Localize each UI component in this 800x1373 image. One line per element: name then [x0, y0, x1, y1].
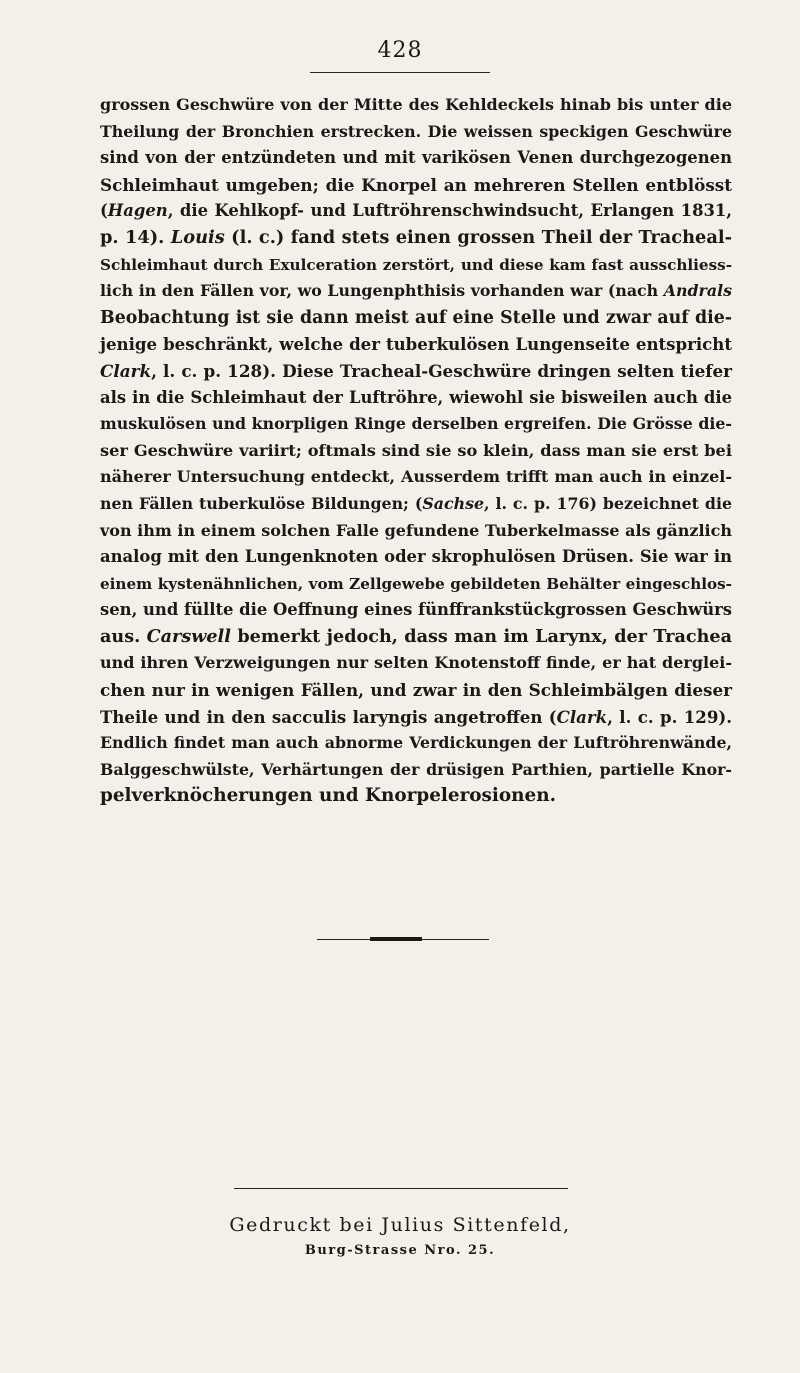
text-segment: von ihm in einem solchen Falle gefundene Tuberkelmasse als gänzlich — [100, 520, 732, 540]
text-segment: , l. c. p. 128). Diese Tracheal-Geschwüre dringen selten tiefer — [151, 360, 732, 381]
text-segment: Theilung der Bronchien erstrecken. Die weissen speckigen Geschwüre — [100, 121, 732, 141]
body-text — [100, 92, 732, 810]
text-segment: chen nur in wenigen Fällen, und zwar in den Schleimbälgen dieser — [100, 680, 732, 701]
text-line — [100, 704, 732, 731]
text-line — [100, 145, 732, 172]
text-line — [100, 571, 732, 598]
printer-imprint: Gedruckt bei Julius Sittenfeld, — [229, 1214, 571, 1236]
text-segment: ser Geschwüre variirt; oftmals sind sie so klein, dass man sie erst bei — [100, 440, 732, 460]
text-segment: Balggeschwülste, Verhärtungen der drüsigen Parthien, partielle Knor- — [100, 759, 732, 779]
text-segment: sen, und füllte die Oeffnung eines fünffrankstückgrossen Geschwürs — [100, 600, 732, 620]
text-segment: Schleimhaut umgeben; die Knorpel an mehreren Stellen entblösst — [100, 174, 732, 195]
text-segment: , l. c. p. 176) bezeichnet die — [484, 493, 733, 513]
text-segment: jenige beschränkt, welche der tuberkulösen Lungenseite entspricht — [100, 334, 732, 355]
text-line — [100, 252, 732, 279]
author-name: Clark — [100, 360, 152, 381]
text-segment: analog mit den Lungenknoten oder skrophulösen Drüsen. Sie war in — [100, 547, 732, 567]
author-name: Hagen — [107, 201, 168, 221]
text-segment: bemerkt jedoch, dass man im Larynx, der Trachea — [230, 625, 732, 647]
text-segment: , die Kehlkopf- und Luftröhrenschwindsucht, Erlangen 1831, — [167, 201, 732, 221]
imprint-rule — [234, 1188, 568, 1189]
text-line — [100, 411, 732, 438]
text-segment: lich in den Fällen vor, wo Lungenphthisis vorhanden war (nach — [100, 281, 664, 301]
text-segment: , l. c. p. 129). — [607, 706, 733, 727]
text-line — [100, 624, 732, 651]
text-line — [100, 730, 732, 757]
text-segment: p. 14). — [100, 226, 171, 248]
text-segment: pelverknöcherungen und Knorpelerosionen. — [100, 785, 557, 807]
text-line — [100, 278, 732, 305]
author-name: Sachse — [422, 493, 485, 513]
text-segment: Theile und in den sacculis laryngis angetroffen ( — [100, 706, 557, 727]
text-segment: Endlich findet man auch abnorme Verdickungen der Luftröhrenwände, — [100, 733, 732, 753]
text-line — [100, 783, 732, 810]
text-line — [100, 331, 732, 358]
text-segment: muskulösen und knorpligen Ringe derselben ergreifen. Die Grösse die- — [100, 414, 732, 434]
text-segment: als in die Schleimhaut der Luftröhre, wiewohl sie bisweilen auch die — [100, 387, 732, 407]
text-line — [100, 385, 732, 412]
author-name: Louis — [170, 226, 225, 248]
text-segment: ( — [100, 201, 108, 221]
text-segment: Schleimhaut durch Exulceration zerstört, und diese kam fast ausschliess- — [100, 255, 732, 274]
text-segment: (l. c.) fand stets einen grossen Theil der Tracheal- — [224, 226, 732, 248]
text-segment: Beobachtung ist sie dann meist auf eine Stelle und zwar auf die- — [100, 307, 732, 328]
text-line — [100, 198, 732, 225]
text-segment: sind von der entzündeten und mit varikösen Venen durchgezogenen — [100, 148, 732, 168]
text-line — [100, 677, 732, 704]
text-line — [100, 650, 732, 677]
author-name: Carswell — [146, 625, 231, 647]
text-line — [100, 305, 732, 332]
text-line — [100, 358, 732, 385]
text-segment: aus. — [100, 625, 147, 647]
text-segment: einem kystenähnlichen, vom Zellgewebe gebildeten Behälter eingeschlos- — [100, 574, 732, 593]
text-line — [100, 597, 732, 624]
text-line — [100, 544, 732, 571]
text-line — [100, 225, 732, 252]
text-line — [100, 518, 732, 545]
text-line — [100, 757, 732, 784]
section-separator-thick — [370, 937, 422, 941]
text-line — [100, 491, 732, 518]
text-segment: und ihren Verzweigungen nur selten Knotenstoff finde, er hat derglei- — [100, 653, 732, 673]
text-line — [100, 464, 732, 491]
page-number: 428 — [377, 38, 423, 63]
author-name: Clark — [556, 706, 608, 727]
text-line — [100, 119, 732, 146]
text-segment: nen Fällen tuberkulöse Bildungen; ( — [100, 493, 423, 513]
text-segment: grossen Geschwüre von der Mitte des Kehldeckels hinab bis unter die — [100, 95, 732, 114]
text-line — [100, 92, 732, 119]
text-line — [100, 438, 732, 465]
text-segment: näherer Untersuchung entdeckt, Ausserdem trifft man auch in einzel- — [100, 467, 732, 487]
printer-address: Burg-Strasse Nro. 25. — [304, 1243, 496, 1258]
author-name: Andrals — [663, 281, 732, 301]
header-rule — [310, 72, 490, 73]
text-line — [100, 172, 732, 199]
